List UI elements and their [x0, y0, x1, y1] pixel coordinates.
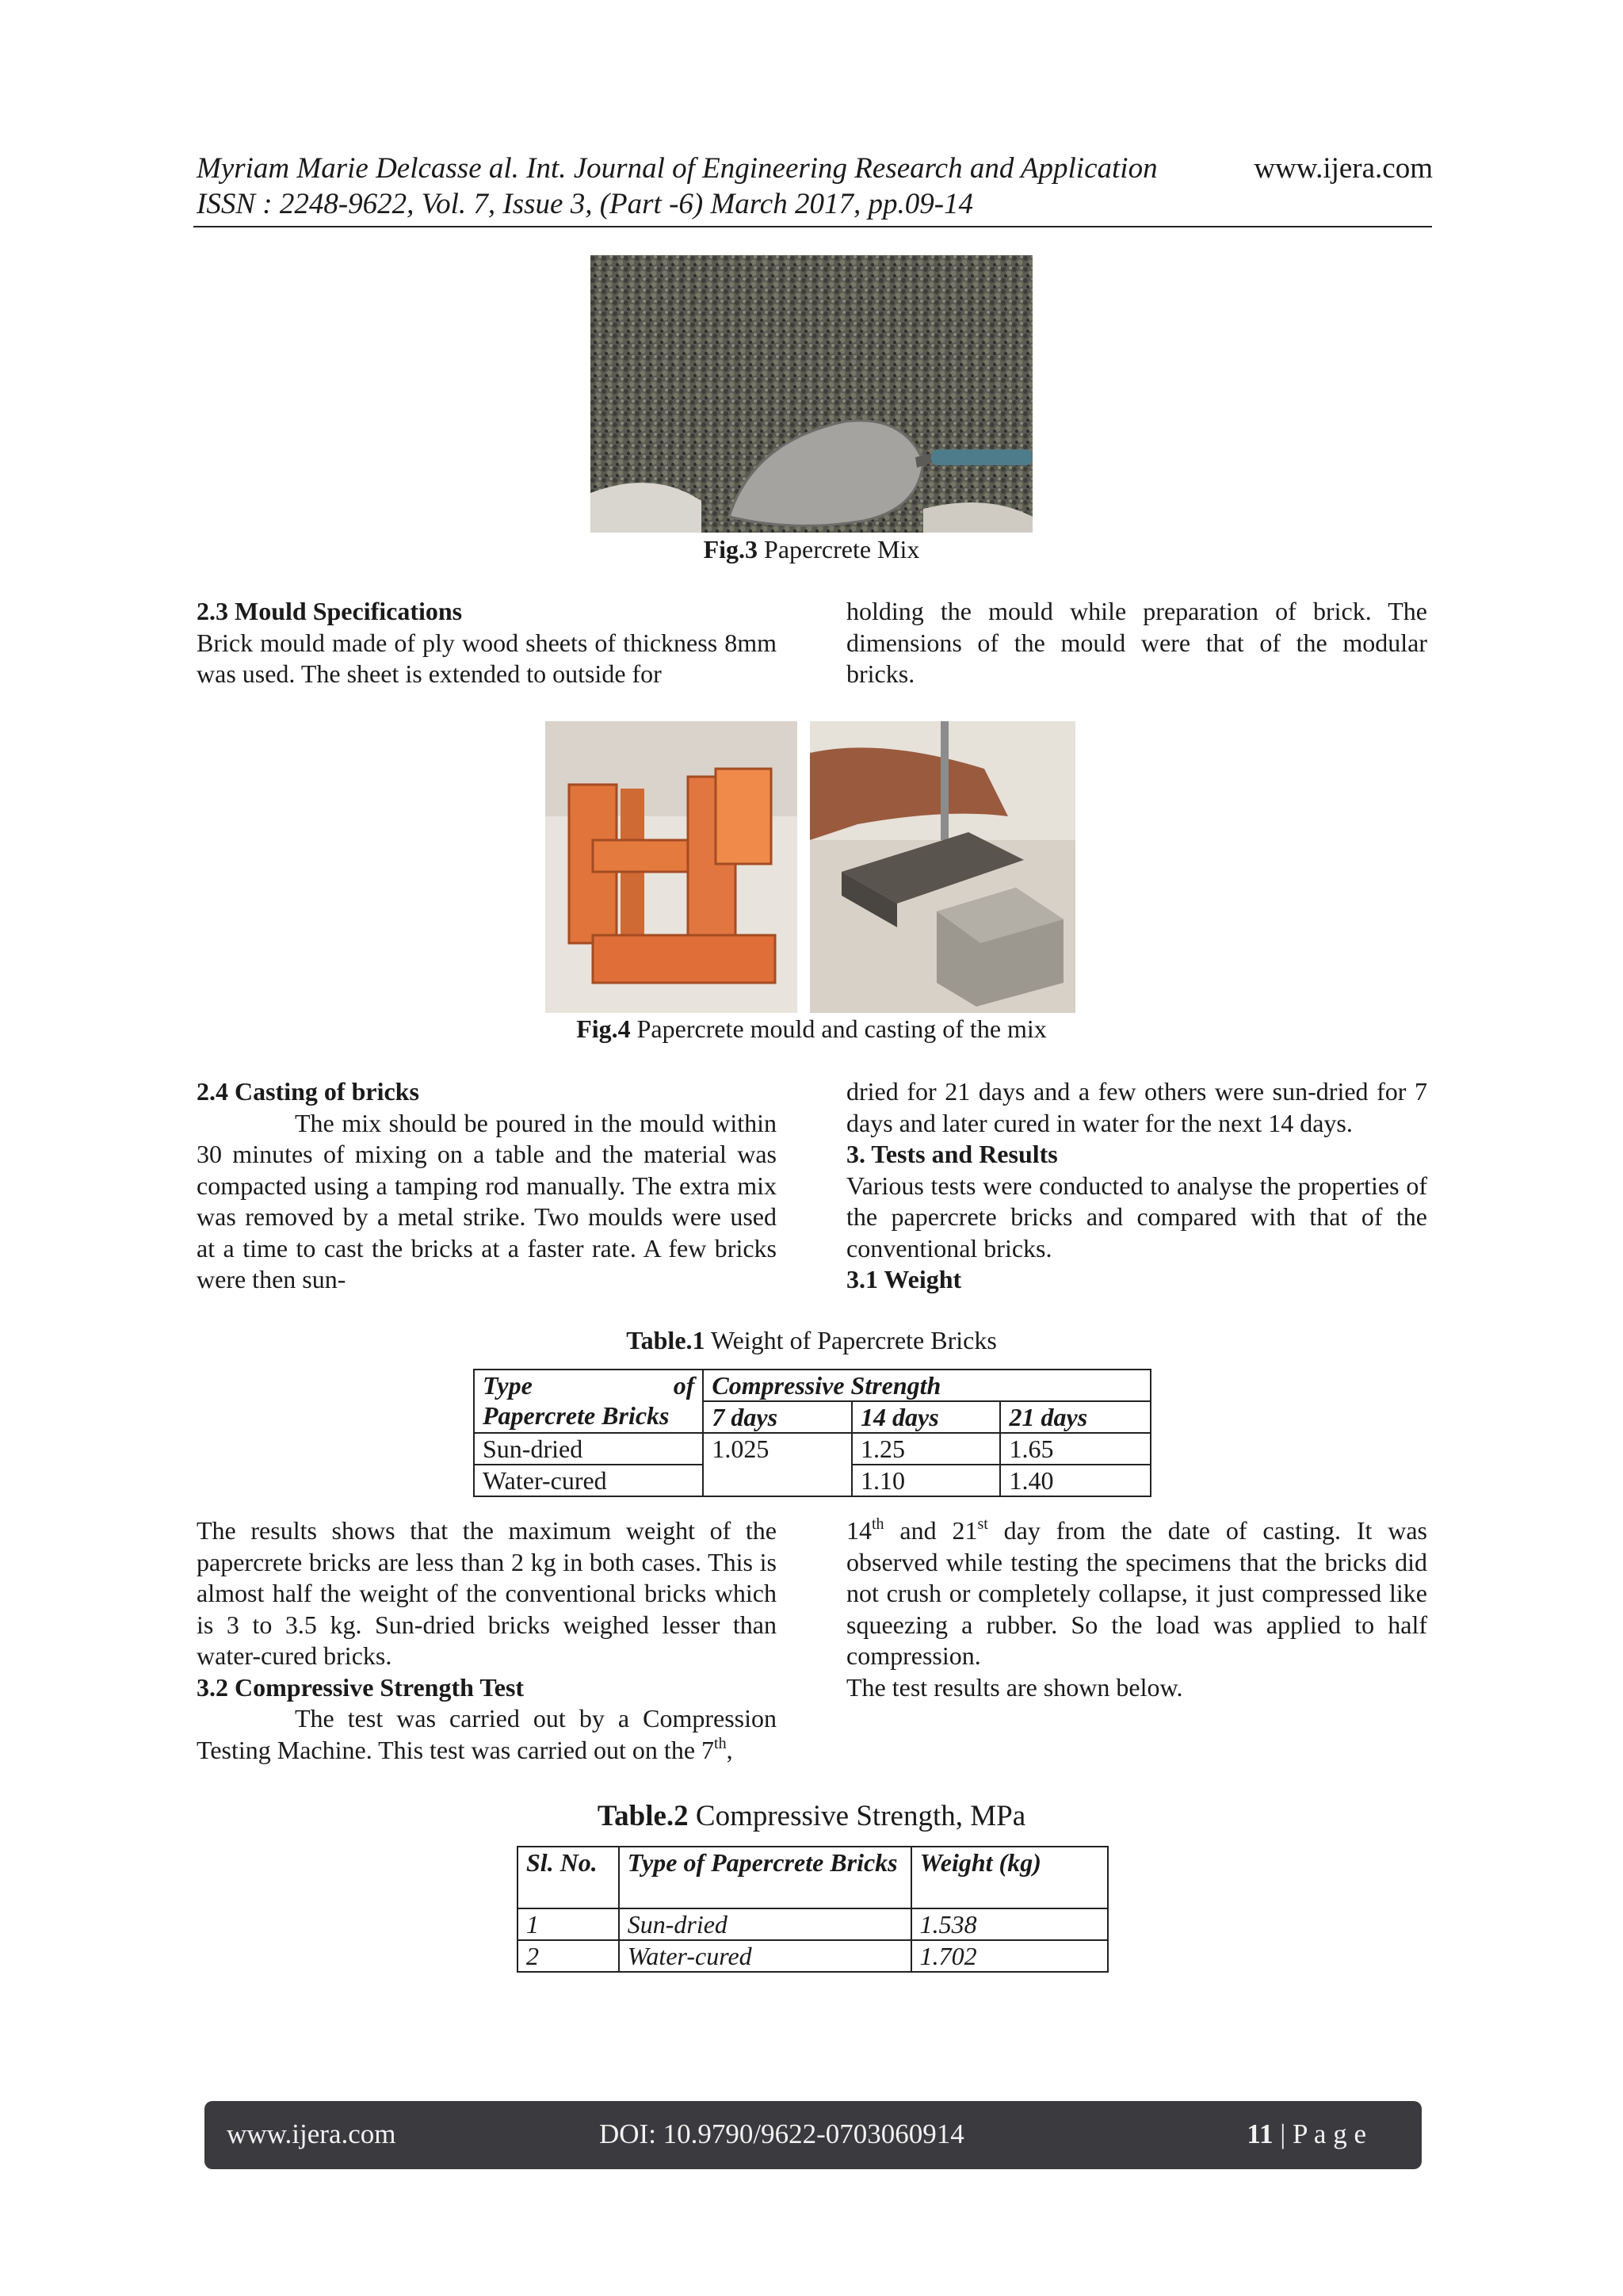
table2 — [517, 1846, 1109, 1973]
day-21: and 21 — [884, 1516, 978, 1545]
sec24-right-text: dried for 21 days and a few others were sun-dried for 7 days and later cured in water for the next 14 days. — [846, 1077, 1427, 1137]
table1-type-header — [474, 1370, 703, 1433]
header-url: www.ijera.com — [1254, 152, 1433, 185]
table2-cell: 1 — [517, 1908, 619, 1940]
fig4-caption-text: Papercrete mould and casting of the mix — [630, 1014, 1047, 1043]
results-right-text — [846, 1515, 1427, 1672]
issn-line: ISSN : 2248-9622, Vol. 7, Issue 3, (Part -6) March 2017, pp.09-14 — [197, 188, 974, 220]
table1-cell: 1.10 — [852, 1465, 1001, 1496]
table1-cell: 1.25 — [852, 1433, 1001, 1465]
table2-h-sl: Sl. No. — [517, 1847, 619, 1908]
table1-label: Table.1 — [626, 1326, 705, 1354]
mould-photo — [545, 721, 797, 1013]
fig4-label: Fig.4 — [576, 1014, 631, 1043]
page-label: | P a g e — [1273, 2118, 1366, 2149]
table2-caption-text: Compressive Strength, MPa — [688, 1800, 1026, 1832]
table1-col-14: 14 days — [852, 1401, 1001, 1433]
results-left-text: The results shows that the maximum weight of the papercrete bricks are less than 2 kg in both cases. This is almost half the weight of the conventional bricks which is 3 to 3.5 kg. Sun-dried bricks weighed lesser than water-cured bricks. — [197, 1516, 777, 1670]
table-row — [474, 1433, 1151, 1465]
table1-caption — [0, 1326, 1623, 1355]
table2-h-type: Type of Papercrete Bricks — [619, 1847, 911, 1908]
header-rule — [193, 226, 1432, 227]
table1-col-7: 7 days — [703, 1401, 852, 1433]
table1-cell: Water-cured — [474, 1465, 703, 1496]
sec3-heading: 3. Tests and Results — [846, 1140, 1058, 1168]
sec3-text: Various tests were conducted to analyse the properties of the papercrete bricks and compared with that of the conventional bricks. — [846, 1171, 1427, 1263]
sec31-heading: 3.1 Weight — [846, 1265, 962, 1293]
table2-cell: 2 — [517, 1940, 619, 1972]
footer-doi: DOI: 10.9790/9622-0703060914 — [599, 2118, 964, 2149]
table1 — [473, 1369, 1151, 1497]
table2-cell: Sun-dried — [619, 1908, 911, 1940]
table1-cell: 1.65 — [1000, 1433, 1151, 1465]
sec32-sup: th — [714, 1734, 727, 1752]
table2-cell: 1.538 — [911, 1908, 1108, 1940]
results-right-column — [846, 1515, 1427, 1703]
sec32-text — [197, 1703, 777, 1766]
table2-h-weight: Weight (kg) — [911, 1847, 1108, 1908]
table2-cell: 1.702 — [911, 1940, 1108, 1972]
page-footer — [204, 2101, 1422, 2169]
fig4-caption — [0, 1014, 1623, 1044]
table1-col-21: 21 days — [1000, 1401, 1151, 1433]
table1-caption-text: Weight of Papercrete Bricks — [705, 1326, 997, 1354]
fig3-caption-text: Papercrete Mix — [758, 535, 920, 563]
papercrete-mix-photo — [590, 255, 1033, 533]
sup-th: th — [872, 1515, 884, 1533]
journal-line: Myriam Marie Delcasse al. Int. Journal of Engineering Research and Application — [197, 152, 1158, 185]
table1-group-header: Compressive Strength — [703, 1370, 1151, 1401]
fig3-caption — [0, 535, 1623, 564]
results-right-body: day from the date of casting. It was observed while testing the specimens that the bricks did not crush or completely collapse, it just compressed like squeezing a rubber. So the load was applied to half compression. — [846, 1516, 1428, 1670]
sec32-text-b: , — [726, 1735, 733, 1764]
table1-cell: Sun-dried — [474, 1433, 703, 1465]
table2-cell: Water-cured — [619, 1940, 911, 1972]
results-left-column — [197, 1515, 777, 1766]
table1-cell: 1.40 — [1000, 1465, 1151, 1496]
casting-photo — [810, 721, 1075, 1013]
sec24-left-text: The mix should be poured in the mould within 30 minutes of mixing on a table and the material was compacted using a tamping rod manually. The extra mix was removed by a metal strike. Two moulds were used at a time to cast the bricks at a faster rate. A few bricks were then sun- — [197, 1108, 777, 1293]
results-right-text2: The test results are shown below. — [846, 1672, 1183, 1702]
sec23-left-column — [197, 596, 777, 690]
table1-type-header-a: Type — [483, 1371, 533, 1400]
sec32-heading: 3.2 Compressive Strength Test — [197, 1672, 525, 1702]
page-number: 11 — [1247, 2118, 1274, 2149]
table-row — [517, 1908, 1108, 1940]
table1-type-header-c: Papercrete Bricks — [483, 1401, 670, 1430]
table2-caption — [0, 1799, 1623, 1833]
table-row — [517, 1940, 1108, 1972]
fig3-label: Fig.3 — [703, 535, 758, 563]
sec24-left-column — [197, 1076, 777, 1296]
sup-st: st — [977, 1515, 988, 1533]
footer-url: www.ijera.com — [227, 2118, 396, 2149]
table1-type-header-b: of — [673, 1371, 695, 1400]
sec23-right-text: holding the mould while preparation of brick. The dimensions of the mould were that of the modular bricks. — [846, 597, 1427, 688]
table1-cell: 1.025 — [703, 1433, 852, 1496]
sec23-heading: 2.3 Mould Specifications — [197, 597, 463, 625]
sec23-right-column — [846, 596, 1427, 690]
table2-label: Table.2 — [597, 1800, 689, 1832]
sec24-right-column — [846, 1076, 1427, 1296]
sec24-heading: 2.4 Casting of bricks — [197, 1077, 419, 1106]
sec32-text-a: The test was carried out by a Compression Testing Machine. This test was carried out on the 7 — [197, 1704, 777, 1764]
sec23-left-text: Brick mould made of ply wood sheets of thickness 8mm was used. The sheet is extended to outside for — [197, 628, 777, 688]
footer-page — [1247, 2118, 1366, 2150]
day-14: 14 — [846, 1516, 872, 1545]
running-header — [197, 151, 1433, 222]
